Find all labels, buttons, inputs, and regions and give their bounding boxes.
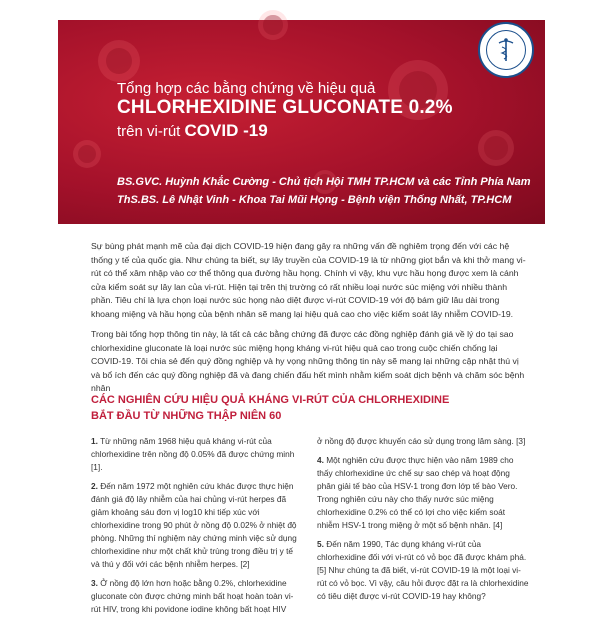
section-heading-line: BẮT ĐẦU TỪ NHỮNG THẬP NIÊN 60: [91, 410, 282, 422]
list-item: 2. Đến năm 1972 một nghiên cứu khác được thực hiện đánh giá độ lây nhiễm của hai chủng vi-rút herpes đã giảm khoảng sáu đơn vị log10 khi tiếp xúc với chlorhexidine trong 90 phút ở nồng độ 0.02% ở nhiệt độ phòng. Những thí nghiệm này chứng minh việc sử dụng chlorhexidine như một chất khử trùng trong điều trị y tế và thú y đối với các bệnh nhiễm herpes. [2]: [91, 481, 297, 569]
intro-paragraph: Trong bài tổng hợp thông tin này, là tất cả các bằng chứng đã được các đồng nghiệp đánh giá về lý do tại sao chlorhexidine gluconate là loại nước súc miệng họng kháng vi-rút hiệu quả cao trong cuộc chiến chống lại COVID-19. Tôi chia sẻ đến quý đồng nghiệp và hy vọng những thông tin này sẽ mang lại những cập nhật thú vị và bổ ích đến các quý đồng nghiệp đã và đang chiến đấu hết mình nhằm kiểm soát dịch bệnh và chăm sóc bệnh nhân: [91, 329, 525, 393]
left-column: [91, 435, 303, 622]
author-1: BS.GVC. Huỳnh Khắc Cường - Chủ tịch Hội TMH TP.HCM và các Tỉnh Phía Nam: [117, 176, 531, 188]
title-highlight: COVID -19: [184, 121, 268, 140]
virus-decoration: [98, 40, 140, 82]
virus-decoration: [258, 10, 288, 40]
intro-paragraph: Sự bùng phát mạnh mẽ của đại dịch COVID-19 hiện đang gây ra những vấn đề nghiêm trọng đến với các hệ thống y tế của quốc gia. Như chúng ta biết, sự lây truyền của COVID-19 là từ những giọt bắn và khi thở mang vi-rút có thể xâm nhập vào cơ thể thông qua đường hầu họng. Chính vì vậy, khu vực hầu họng được xem là cánh cửa kiểm soát sự lây lan của vi-rút. Hiện tại trên thị trường có rất nhiều loại nước súc miệng với nhiều thành phần. Tiêu chí là lựa chọn loại nước súc họng nào diệt được vi-rút COVID-19 với độ bám giữ lâu dài trong khoang miệng và hầu họng của bệnh nhân sẽ mang lại hiệu quả cao cho việc kiểm soát lây nhiễm COVID-19.: [91, 241, 526, 319]
intro-section: [91, 240, 529, 403]
association-seal-icon: [478, 22, 534, 78]
right-column: [317, 435, 529, 609]
title-prefix: trên vi-rút: [117, 123, 181, 140]
title-line-1: Tổng hợp các bằng chứng về hiệu quả: [117, 80, 376, 97]
virus-decoration: [478, 130, 514, 166]
list-item: 1. Từ những năm 1968 hiệu quả kháng vi-rút của chlorhexidine trên nồng độ 0.05% đã được chứng minh [1].: [91, 436, 295, 472]
virus-decoration: [73, 140, 101, 168]
author-2: ThS.BS. Lê Nhật Vinh - Khoa Tai Mũi Họng - Bệnh viện Thống Nhất, TP.HCM: [117, 194, 512, 206]
title-line-3: [117, 121, 268, 141]
list-item: 3. Ở nồng độ lớn hơn hoặc bằng 0.2%, chlorhexidine gluconate còn được chứng minh bất hoạt hoàn toàn vi-rút HIV, trong khi povidone iodine không bất hoạt HIV: [91, 578, 294, 614]
section-heading: [91, 392, 529, 424]
section-heading-line: CÁC NGHIÊN CỨU HIỆU QUẢ KHÁNG VI-RÚT CỦA CHLORHEXIDINE: [91, 394, 450, 406]
title-main: CHLORHEXIDINE GLUCONATE 0.2%: [117, 97, 453, 118]
list-item: 4. Một nghiên cứu được thực hiện vào năm 1989 cho thấy chlorhexidine ức chế sự sao chép và hoạt động phân giải tế bào của HSV-1 trong đơn lớp tế bào Vero. Trong nghiên cứu này cho thấy nước súc miệng chlorhexidine 0.2% có thể có lợi cho việc kiểm soát nhiễm HSV-1 trong miệng ở một số bệnh nhân. [4]: [317, 455, 518, 530]
list-item: ở nồng độ được khuyến cáo sử dụng trong lâm sàng. [3]: [317, 436, 526, 446]
caduceus-icon: [495, 37, 517, 63]
list-item: 5. Đến năm 1990, Tác dụng kháng vi-rút của chlorhexidine đối với vi-rút có vỏ bọc đã được khám phá. [5] Như chúng ta đã biết, vi-rút COVID-19 là một loại vi-rút có vỏ bọc. Vì vậy, câu hỏi được đặt ra là chlorhexidine có tiêu diệt được vi-rút COVID-19 hay không?: [317, 539, 529, 601]
